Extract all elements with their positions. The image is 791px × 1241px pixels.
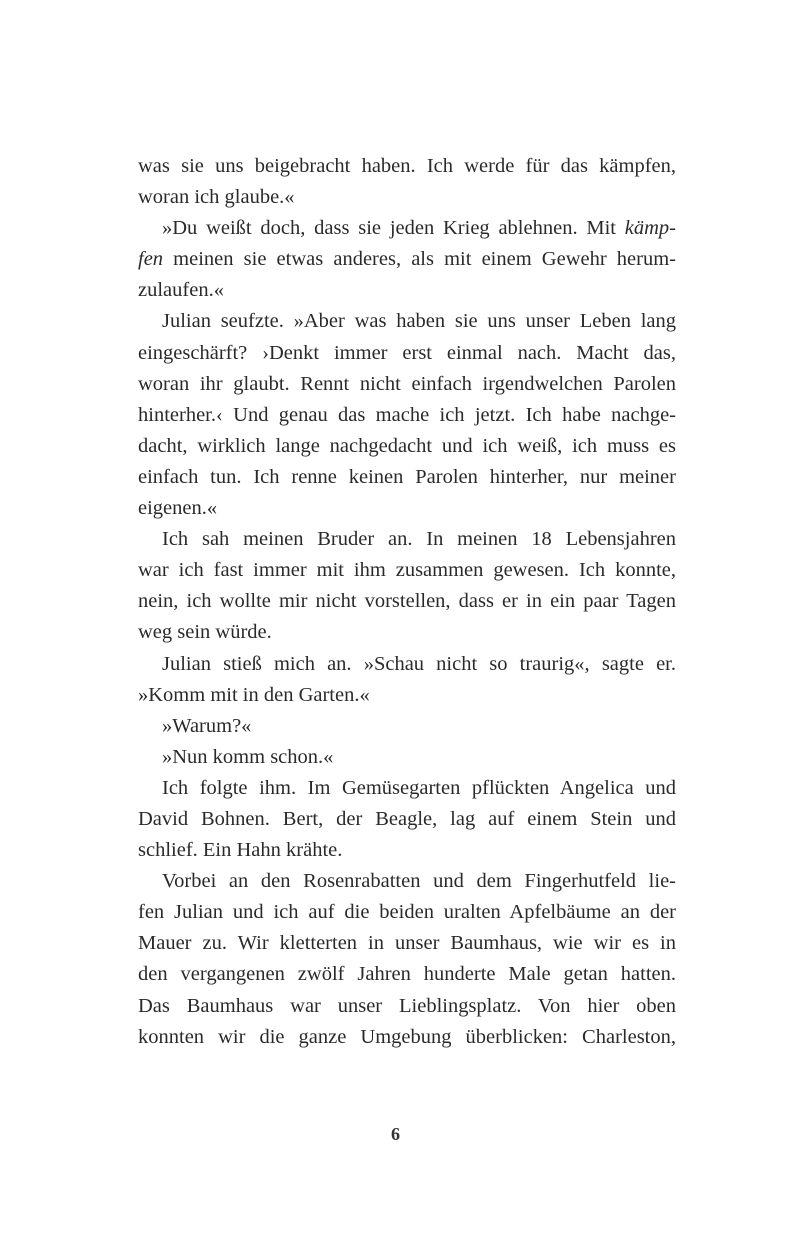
- body-text: [138, 151, 676, 1053]
- text-segment: Julian stieß mich an. »Schau nicht so traurig«, sagte er.: [162, 652, 676, 675]
- text-line: [138, 866, 676, 897]
- text-segment: Ich sah meinen Bruder an. In meinen 18 Lebensjahren: [162, 528, 676, 551]
- text-segment: woran ich glaube.«: [138, 186, 295, 209]
- text-line: [138, 804, 676, 835]
- text-line: [138, 306, 676, 337]
- text-line: [138, 462, 676, 493]
- text-line: [138, 338, 676, 369]
- text-segment: meinen sie etwas anderes, als mit einem Gewehr herum-: [163, 248, 676, 271]
- text-line: [138, 369, 676, 400]
- text-line: [138, 275, 676, 306]
- text-segment: was sie uns beigebracht haben. Ich werde für das kämpfen,: [138, 155, 676, 177]
- text-segment: »Nun komm schon.«: [162, 745, 334, 768]
- text-line: [138, 991, 676, 1022]
- text-line: [138, 151, 676, 182]
- text-segment: fen Julian und ich auf die beiden uralten Apfelbäume an der: [138, 901, 676, 924]
- text-segment: woran ihr glaubt. Rennt nicht einfach irgendwelchen Parolen: [138, 372, 676, 395]
- text-segment: konnten wir die ganze Umgebung überblicken: Charleston,: [138, 1025, 676, 1048]
- text-segment: »Komm mit in den Garten.«: [138, 683, 370, 706]
- text-line: [138, 897, 676, 928]
- text-segment: zulaufen.«: [138, 279, 224, 302]
- text-segment: eigenen.«: [138, 497, 218, 520]
- text-segment: Das Baumhaus war unser Lieblingsplatz. Von hier oben: [138, 994, 676, 1017]
- text-segment: »Du weißt doch, dass sie jeden Krieg ablehnen. Mit: [162, 217, 625, 240]
- text-segment: eingeschärft? ›Denkt immer erst einmal nach. Macht das,: [138, 341, 676, 364]
- text-line: [138, 680, 676, 711]
- text-line: [138, 431, 676, 462]
- text-segment: war ich fast immer mit ihm zusammen gewesen. Ich konnte,: [138, 559, 676, 582]
- text-line: [138, 773, 676, 804]
- text-segment: Vorbei an den Rosenrabatten und dem Fingerhutfeld lie-: [162, 870, 676, 893]
- text-line: [138, 493, 676, 524]
- text-segment: dacht, wirklich lange nachgedacht und ich weiß, ich muss es: [138, 434, 676, 457]
- text-segment: Mauer zu. Wir kletterten in unser Baumhaus, wie wir es in: [138, 932, 676, 955]
- text-line: [138, 649, 676, 680]
- text-line: [138, 182, 676, 213]
- text-line: [138, 617, 676, 648]
- text-line: [138, 555, 676, 586]
- text-segment: weg sein würde.: [138, 621, 272, 644]
- text-segment: den vergangenen zwölf Jahren hunderte Male getan hatten.: [138, 963, 676, 986]
- text-line: [138, 400, 676, 431]
- text-segment: nein, ich wollte mir nicht vorstellen, dass er in ein paar Tagen: [138, 590, 676, 613]
- text-line: [138, 742, 676, 773]
- text-segment: schlief. Ein Hahn krähte.: [138, 839, 343, 862]
- text-line: [138, 835, 676, 866]
- text-line: [138, 524, 676, 555]
- text-segment: Ich folgte ihm. Im Gemüsegarten pflückten Angelica und: [162, 776, 676, 799]
- text-line: [138, 1022, 676, 1053]
- text-line: [138, 213, 676, 244]
- text-line: [138, 244, 676, 275]
- text-line: [138, 959, 676, 990]
- text-segment: hinterher.‹ Und genau das mache ich jetzt. Ich habe nachge-: [138, 403, 676, 426]
- text-line: [138, 928, 676, 959]
- italic-text: fen: [138, 248, 164, 271]
- text-line: [138, 711, 676, 742]
- text-segment: einfach tun. Ich renne keinen Parolen hinterher, nur meiner: [138, 465, 676, 488]
- page-number: 6: [391, 1124, 400, 1144]
- text-line: [138, 586, 676, 617]
- text-segment: David Bohnen. Bert, der Beagle, lag auf einem Stein und: [138, 807, 676, 830]
- text-segment: Julian seufzte. »Aber was haben sie uns unser Leben lang: [162, 310, 676, 333]
- italic-text: kämp-: [624, 217, 676, 240]
- text-segment: »Warum?«: [162, 714, 252, 737]
